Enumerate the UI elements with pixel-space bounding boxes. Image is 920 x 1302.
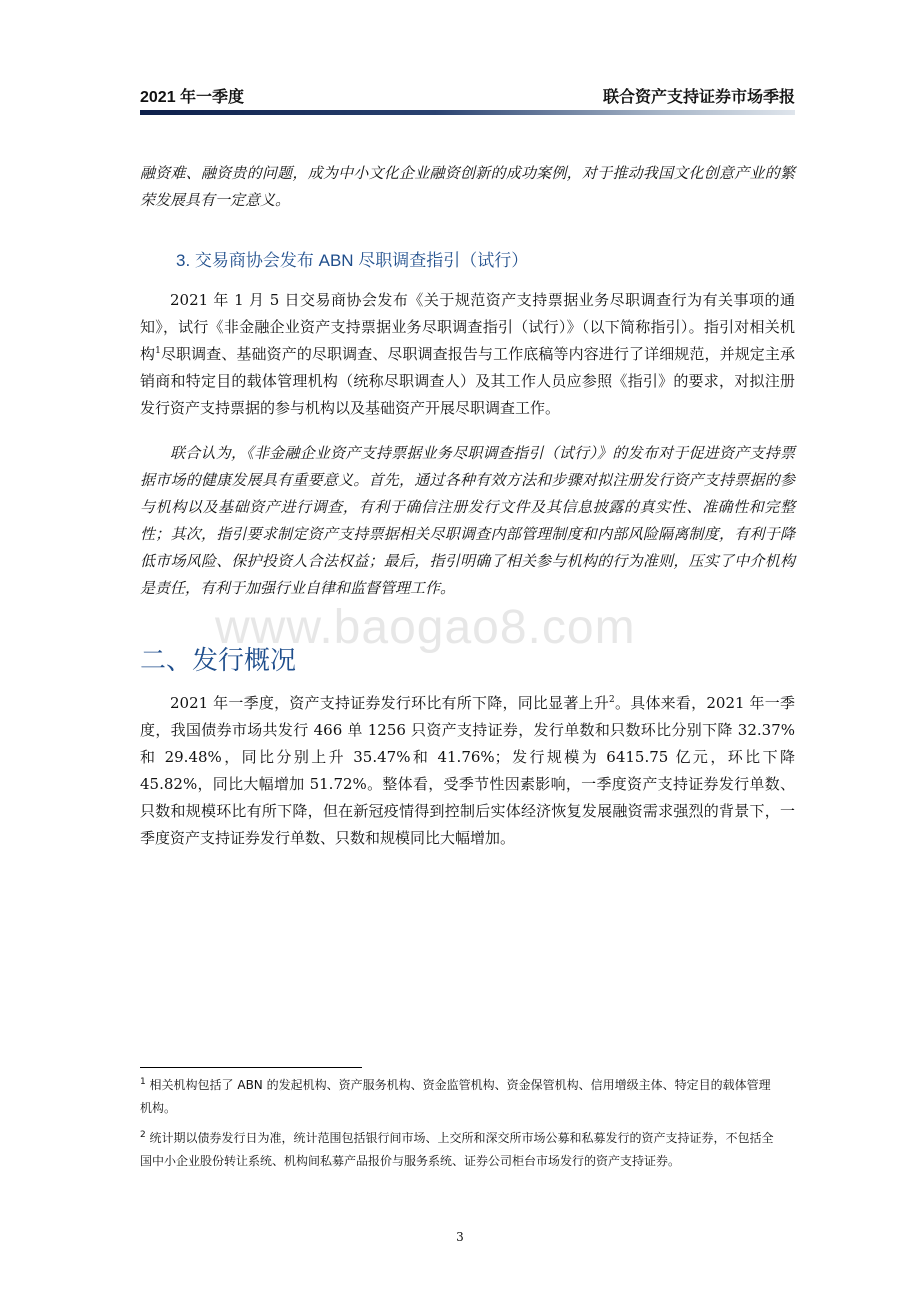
footnote-ref-1[interactable]: 1: [155, 346, 161, 356]
watermark: www.baogao8.com: [215, 601, 636, 654]
footnote-mark: 1: [140, 1077, 146, 1087]
paragraph-text: 尽职调查、基础资产的尽职调查、尽职调查报告与工作底稿等内容进行了详细规范，并规定主承销商和特定目的载体管理机构（统称尽职调查人）及其工作人员应参照《指引》的要求，对拟注册发行资产支持票据的参与机构以及基础资产开展尽职调查工作。: [140, 345, 795, 417]
footnote-text: 统计期以债券发行日为准，统计范围包括银行间市场、上交所和深交所市场公募和私募发行的资产支持证券，不包括全国中小企业股份转让系统、机构间私募产品报价与服务系统、证券公司柜台市场发行的资产支持证券。: [140, 1131, 774, 1168]
paragraph-text: 。具体来看，2021 年一季度，我国债券市场共发行 466 单 1256 只资产支持证券，发行单数和只数环比分别下降 32.37%和 29.48%，同比分别上升 35.47%和 41.76%；发行规模为 6415.75 亿元，环比下降 45.82%，同比大幅增加 51.72%。整体看，受季节性因素影响，一季度资产支持证券发行单数、只数和规模环比有所下降，但在新冠疫情得到控制后实体经济恢复发展融资需求强烈的背景下，一季度资产支持证券发行单数、只数和规模同比大幅增加。: [140, 694, 795, 847]
section-3-heading: 3. 交易商协会发布 ABN 尽职调查指引（试行）: [176, 251, 529, 270]
section-2-heading: 二、发行概况: [140, 645, 297, 675]
header-period: 2021 年一季度: [140, 89, 245, 106]
header-report-title: 联合资产支持证券市场季报: [602, 89, 795, 106]
footnote-ref-2[interactable]: 2: [609, 695, 615, 705]
page-number: 3: [456, 1230, 464, 1244]
paragraph-text: 2021 年一季度，资产支持证券发行环比有所下降，同比显著上升: [170, 694, 610, 712]
footnote-2: [140, 1127, 780, 1173]
paragraph-lianhe-view: 联合认为，《非金融企业资产支持票据业务尽职调查指引（试行）》的发布对于促进资产支持票据市场的健康发展具有重要意义。首先，通过各种有效方法和步骤对拟注册发行资产支持票据的参与机构以及基础资产进行调查，有利于确信注册发行文件及其信息披露的真实性、准确性和完整性；其次，指引要求制定资产支持票据相关尽职调查内部管理制度和内部风险隔离制度，有利于降低市场风险、保护投资人合法权益；最后，指引明确了相关参与机构的行为准则，压实了中介机构是责任，有利于加强行业自律和监督管理工作。: [140, 444, 795, 597]
header-divider: [140, 110, 795, 115]
footnote-mark: 2: [140, 1130, 146, 1140]
footnote-1: [140, 1074, 780, 1120]
paragraph-issuance-overview: [140, 690, 795, 852]
paragraph-abn-guideline: [140, 287, 795, 422]
paragraph-text: 2021 年 1 月 5 日交易商协会发布《关于规范资产支持票据业务尽职调查行为有关事项的通知》，试行《非金融企业资产支持票据业务尽职调查指引（试行）》（以下简称指引）。指引对相关机构: [140, 291, 795, 363]
paragraph-continued: 融资难、融资贵的问题，成为中小文化企业融资创新的成功案例，对于推动我国文化创意产业的繁荣发展具有一定意义。: [140, 164, 795, 209]
footnote-divider: [140, 1067, 362, 1068]
footnote-text: 相关机构包括了 ABN 的发起机构、资产服务机构、资金监管机构、资金保管机构、信用增级主体、特定目的载体管理机构。: [140, 1078, 771, 1115]
